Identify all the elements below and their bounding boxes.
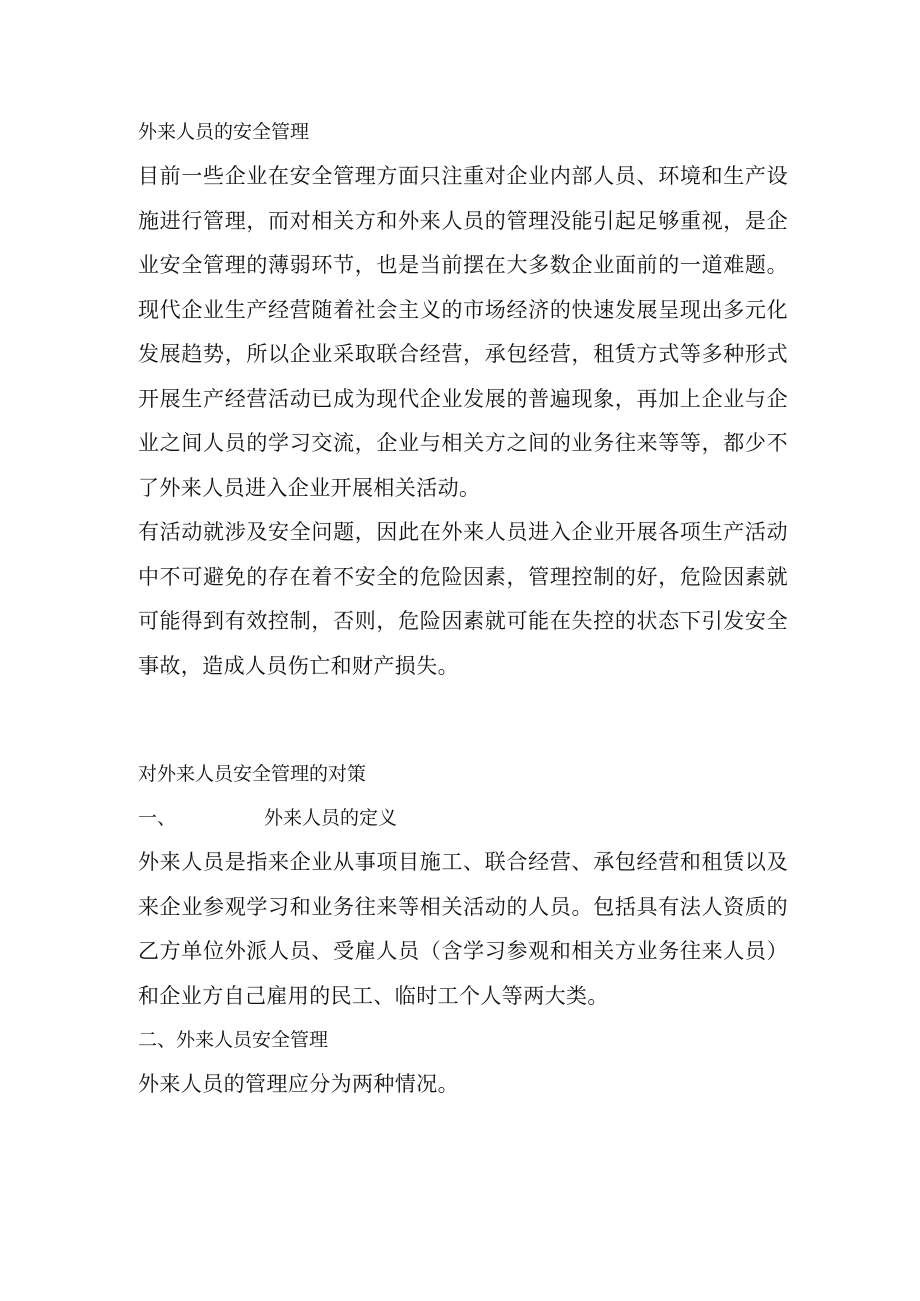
item2-paragraph: 外来人员的管理应分为两种情况。 bbox=[138, 1072, 459, 1096]
item2-heading: 二、外来人员安全管理 bbox=[138, 1029, 329, 1051]
item1-number: 一、 bbox=[138, 807, 177, 829]
section-title: 对外来人员安全管理的对策 bbox=[138, 763, 367, 785]
document-page bbox=[138, 110, 788, 1107]
intro-paragraph-1: 目前一些企业在安全管理方面只注重对企业内部人员、环境和生产设施进行管理，而对相关方和外来人员的管理没能引起足够重视，是企业安全管理的薄弱环节，也是当前摆在大多数企业面前的一道难题。现代企业生产经营随着社会主义的市场经济的快速发展呈现出多元化发展趋势，所以企业采取联合经营，承包经营，租赁方式等多种形式开展生产经营活动已成为现代企业发展的普遍现象，再加上企业与企业之间人员的学习交流，企业与相关方之间的业务往来等等，都少不了外来人员进入企业开展相关活动。 bbox=[138, 164, 788, 500]
intro-paragraph-2: 有活动就涉及安全问题，因此在外来人员进入企业开展各项生产活动中不可避免的存在着不安全的危险因素，管理控制的好，危险因素就可能得到有效控制，否则，危险因素就可能在失控的状态下引发安全事故，造成人员伤亡和财产损失。 bbox=[138, 520, 788, 678]
item1-heading bbox=[138, 796, 788, 840]
document-title: 外来人员的安全管理 bbox=[138, 121, 310, 143]
item1-paragraph: 外来人员是指来企业从事项目施工、联合经营、承包经营和租赁以及来企业参观学习和业务往来等相关活动的人员。包括具有法人资质的乙方单位外派人员、受雇人员（含学习参观和相关方业务往来人员）和企业方自己雇用的民工、临时工个人等两大类。 bbox=[138, 850, 788, 1008]
section-spacer bbox=[138, 688, 788, 752]
item1-title: 外来人员的定义 bbox=[264, 807, 398, 829]
